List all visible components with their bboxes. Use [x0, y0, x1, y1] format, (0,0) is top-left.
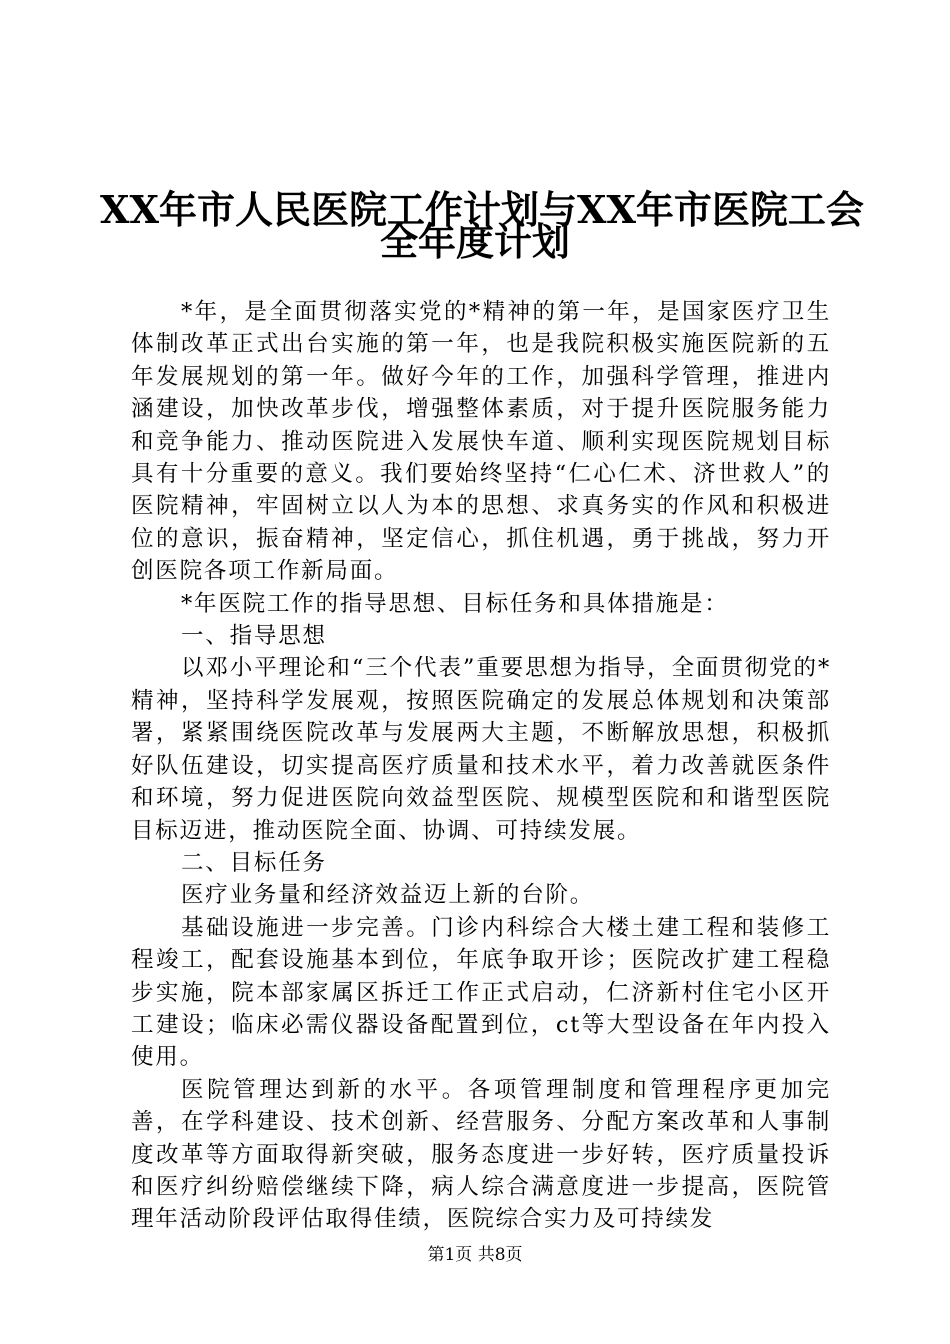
paragraph-goal-business: 医疗业务量和经济效益迈上新的台阶。	[181, 882, 595, 909]
document-body	[131, 296, 831, 1236]
document-title-line-1: XX年市人民医院工作计划与XX年市医院工会	[100, 187, 864, 232]
section-heading-guiding-ideology: 一、指导思想	[181, 623, 327, 650]
paragraph-intro: *年，是全面贯彻落实党的*精神的第一年，是国家医疗卫生体制改革正式出台实施的第一年，也是我院积极实施医院新的五年发展规划的第一年。做好今年的工作，加强科学管理，推进内涵建设，加快改革步伐，增强整体素质，对于提升医院服务能力和竞争能力、推动医院进入发展快车道、顺利实现医院规划目标具有十分重要的意义。我们要始终坚持“仁心仁术、济世救人”的医院精神，牢固树立以人为本的思想、求真务实的作风和积极进位的意识，振奋精神，坚定信心，抓住机遇，勇于挑战，努力开创医院各项工作新局面。	[131, 299, 831, 585]
section-heading-goals-tasks: 二、目标任务	[181, 849, 327, 876]
paragraph-lead-in: *年医院工作的指导思想、目标任务和具体措施是：	[181, 590, 729, 617]
page-number-footer: 第1页 共8页	[427, 1245, 523, 1265]
document-title-line-2: 全年度计划	[379, 219, 570, 264]
paragraph-goal-management: 医院管理达到新的水平。各项管理制度和管理程序更加完善，在学科建设、技术创新、经营服务、分配方案改革和人事制度改革等方面取得新突破，服务态度进一步好转，医疗质量投诉和医疗纠纷赔偿继续下降，病人综合满意度进一步提高，医院管理年活动阶段评估取得佳绩，医院综合实力及可持续发	[131, 1076, 831, 1233]
paragraph-guiding-ideology: 以邓小平理论和“三个代表”重要思想为指导，全面贯彻党的*精神，坚持科学发展观，按照医院确定的发展总体规划和决策部署，紧紧围绕医院改革与发展两大主题，不断解放思想，积极抓好队伍建设，切实提高医疗质量和技术水平，着力改善就医条件和环境，努力促进医院向效益型医院、规模型医院和和谐型医院目标迈进，推动医院全面、协调、可持续发展。	[131, 655, 831, 844]
paragraph-goal-infrastructure: 基础设施进一步完善。门诊内科综合大楼土建工程和装修工程竣工，配套设施基本到位，年底争取开诊；医院改扩建工程稳步实施，院本部家属区拆迁工作正式启动，仁济新村住宅小区开工建设；临床必需仪器设备配置到位，ct等大型设备在年内投入使用。	[131, 914, 831, 1071]
